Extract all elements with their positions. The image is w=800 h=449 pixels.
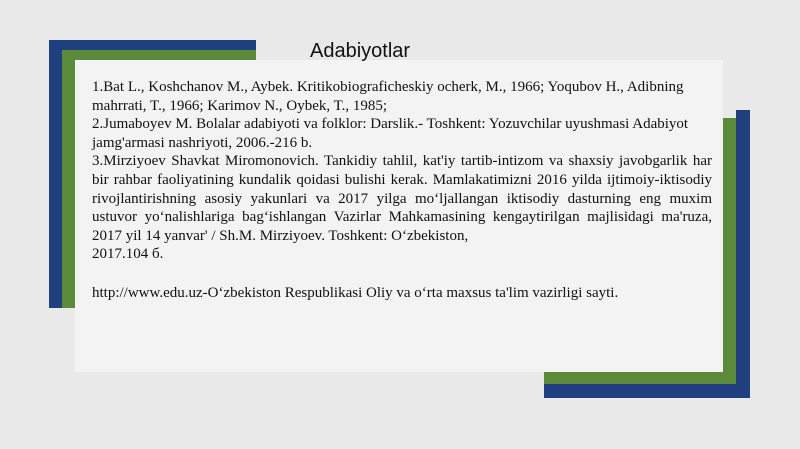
reference-item-2: 2.Jumaboyev M. Bolalar adabiyoti va folklor: Darslik.- Toshkent: Yozuvchilar uyushmasi Adabiyot jamg'armasi nashriyoti, 2006.-216 b. <box>92 116 689 151</box>
decor-green-right-bar <box>723 118 736 384</box>
slide-title: Adabiyotlar <box>310 40 411 62</box>
references-list <box>92 78 712 303</box>
decor-blue-right-bar <box>736 110 750 398</box>
decor-blue-bottom-bar <box>544 384 750 398</box>
reference-item-3-tail: 2017.104 б. <box>92 246 164 263</box>
website-link[interactable]: http://www.edu.uz-O‘zbekiston Respublikasi Oliy va o‘rta maxsus ta'lim vazirligi sayti. <box>92 284 619 301</box>
decor-green-bottom-bar <box>544 372 736 384</box>
spacer <box>92 264 712 284</box>
decor-green-left-bar <box>62 50 75 308</box>
decor-blue-top-bar <box>49 40 256 50</box>
reference-item-3: 3.Mirziyoev Shavkat Miromonovich. Tankidiy tahlil, kat'iy tartib-intizom va shaxsiy javobgarlik har bir rahbar faoliyatining kundalik qoidasi bulishi kerak. Mamlakatimizni 2016 yilda ijtimoiy-iktisodiy rivojlantirishning asosiy yakunlari va 2017 yilga mo‘ljallangan iktisodiy dasturning eng muxim ustuvor yo‘nalishlariga bag‘ishlangan Vazirlar Mahkamasining kengaytirilgan majlisidagi ma'ruza, 2017 yil 14 yanvar' / Sh.M. Mirziyoev. Toshkent: O‘zbekiston, <box>92 153 712 244</box>
decor-green-top-bar <box>62 50 256 60</box>
decor-blue-left-bar <box>49 40 62 308</box>
reference-item-1: 1.Bat L., Koshchanov M., Aybek. Kritikobiograficheskiy ocherk, M., 1966; Yoqubov H., Adibning mahrrati, T., 1966; Karimov N., Oybek, T., 1985; <box>92 79 684 114</box>
